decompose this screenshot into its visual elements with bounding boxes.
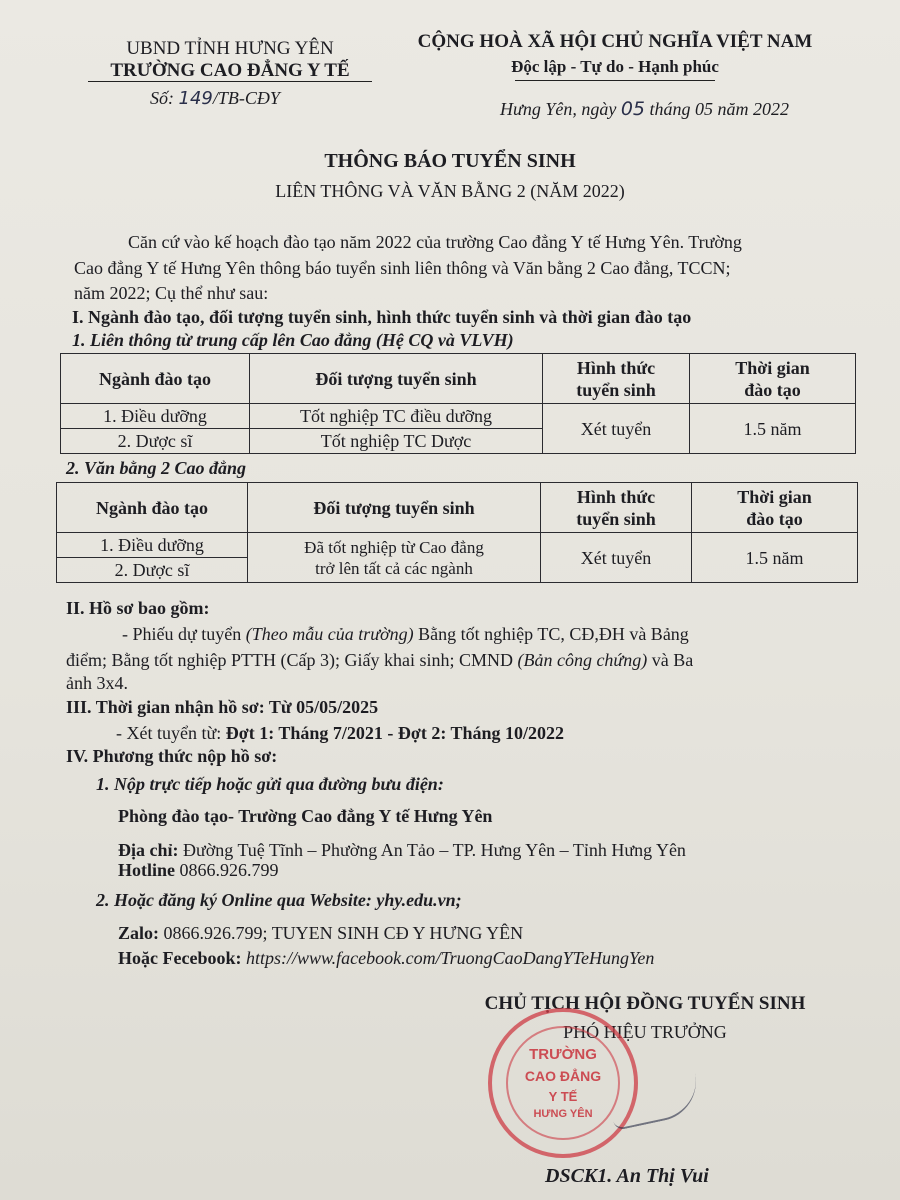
th-thoi-gian-2: đào tạo	[744, 379, 801, 400]
notice-title: THÔNG BÁO TUYỂN SINH	[324, 150, 576, 172]
th-hinh-thuc	[541, 483, 692, 533]
ho-so-bang-tn: Bằng tốt nghiệp TC, CĐ,ĐH và Bảng	[413, 624, 689, 644]
stamp-line-3: Y TẾ	[548, 1089, 578, 1104]
section-2-line-1	[122, 624, 689, 645]
facebook-line	[118, 948, 654, 969]
stamp-line-2: CAO ĐẲNG	[524, 1068, 602, 1084]
date-prefix: Hưng Yên, ngày	[500, 99, 617, 119]
section-1-sub-1: 1. Liên thông từ trung cấp lên Cao đẳng (Hệ CQ và VLVH)	[72, 330, 514, 350]
facebook-url[interactable]: https://www.facebook.com/TruongCaoDangYTeHungYen	[241, 948, 655, 968]
facebook-label: Hoặc Fecebook:	[118, 948, 242, 968]
th-hinh-thuc	[543, 354, 690, 404]
th-thoi-gian-2: đào tạo	[746, 508, 803, 529]
signer-role-2: PHÓ HIỆU TRƯỞNG	[563, 1022, 727, 1042]
cell-hinh-thuc: Xét tuyển	[543, 404, 690, 454]
zalo-line	[118, 923, 523, 944]
cell-nganh-1: 1. Điều dưỡng	[61, 404, 250, 429]
hotline-label: Hotline	[118, 860, 175, 880]
intro-line-3: năm 2022; Cụ thể như sau:	[74, 283, 269, 303]
doc-number-suffix: /TB-CĐY	[212, 88, 280, 108]
date-line	[500, 98, 789, 120]
notice-subtitle: LIÊN THÔNG VÀ VĂN BẰNG 2 (NĂM 2022)	[275, 181, 625, 201]
cell-doi-tuong-2: Tốt nghiệp TC Dược	[250, 429, 543, 454]
date-day: 05	[620, 98, 645, 120]
hotline-line	[118, 860, 279, 881]
cell-nganh-1: 1. Điều dưỡng	[57, 533, 248, 558]
th-hinh-thuc-1: Hình thức	[576, 486, 656, 507]
section-2-heading: II. Hồ sơ bao gồm:	[66, 598, 210, 618]
cell-thoi-gian: 1.5 năm	[690, 404, 856, 454]
org-underline	[88, 81, 372, 82]
section-1-sub-2: 2. Văn bằng 2 Cao đẳng	[66, 458, 247, 478]
cell-thoi-gian: 1.5 năm	[692, 533, 858, 583]
section-3-heading: III. Thời gian nhận hồ sơ: Từ 05/05/2025	[66, 697, 379, 717]
red-stamp-seal	[488, 1008, 638, 1158]
section-2-line-2	[66, 650, 693, 671]
office-name: Phòng đào tạo- Trường Cao đẳng Y tế Hưng Yên	[118, 806, 493, 826]
section-4-sub-2: 2. Hoặc đăng ký Online qua Website: yhy.edu.vn;	[96, 890, 462, 910]
xet-tuyen-label: - Xét tuyển từ:	[116, 723, 226, 743]
th-thoi-gian	[690, 354, 856, 404]
address-label: Địa chỉ:	[118, 840, 179, 860]
date-rest: tháng 05 năm 2022	[649, 99, 789, 119]
cell-nganh-2: 2. Dược sĩ	[61, 429, 250, 454]
cell-doi-tuong-1: Đã tốt nghiệp từ Cao đẳng	[304, 537, 484, 557]
cell-nganh-2: 2. Dược sĩ	[57, 558, 248, 583]
th-nganh: Ngành đào tạo	[61, 354, 250, 404]
doc-number	[150, 88, 280, 109]
motto-underline	[515, 80, 715, 81]
ho-so-phieu: - Phiếu dự tuyển	[122, 624, 242, 644]
signer-name: DSCK1. An Thị Vui	[545, 1165, 709, 1187]
th-thoi-gian	[692, 483, 858, 533]
section-1-heading: I. Ngành đào tạo, đối tượng tuyển sinh, hình thức tuyển sinh và thời gian đào tạo	[72, 307, 692, 327]
intro-line-2: Cao đẳng Y tế Hưng Yên thông báo tuyển sinh liên thông và Văn bằng 2 Cao đẳng, TCCN;	[74, 258, 731, 278]
th-doi-tuong: Đối tượng tuyển sinh	[248, 483, 541, 533]
th-hinh-thuc-2: tuyển sinh	[576, 379, 656, 400]
ho-so-ba: và Ba	[647, 650, 694, 670]
doc-number-hand: 149	[178, 88, 213, 109]
cell-doi-tuong-1: Tốt nghiệp TC điều dưỡng	[250, 404, 543, 429]
cell-doi-tuong-2: trở lên tất cả các ngành	[315, 558, 473, 578]
section-2-line-3: ảnh 3x4.	[66, 673, 128, 693]
cell-doi-tuong	[248, 533, 541, 583]
address-line	[118, 840, 686, 861]
xet-tuyen-dot: Đợt 1: Tháng 7/2021 - Đợt 2: Tháng 10/2022	[225, 723, 565, 743]
address-value: Đường Tuệ Tĩnh – Phường An Tảo – TP. Hưng Yên – Tỉnh Hưng Yên	[178, 840, 686, 860]
cell-hinh-thuc: Xét tuyển	[541, 533, 692, 583]
ho-so-diem: điểm; Bằng tốt nghiệp PTTH (Cấp 3); Giấy khai sinh; CMND	[66, 650, 513, 670]
nation-title: CỘNG HOÀ XÃ HỘI CHỦ NGHĨA VIỆT NAM	[417, 31, 813, 52]
zalo-label: Zalo:	[118, 923, 160, 943]
doc-number-prefix: Số:	[150, 88, 174, 108]
signer-role-1: CHỦ TỊCH HỘI ĐỒNG TUYỂN SINH	[484, 993, 806, 1014]
th-thoi-gian-1: Thời gian	[735, 357, 810, 378]
section-4-sub-1: 1. Nộp trực tiếp hoặc gửi qua đường bưu điện:	[96, 774, 444, 794]
th-hinh-thuc-2: tuyển sinh	[576, 508, 656, 529]
th-thoi-gian-1: Thời gian	[737, 486, 812, 507]
org-line-2: TRƯỜNG CAO ĐẲNG Y TẾ	[110, 60, 350, 81]
ho-so-theo-mau: (Theo mẫu của trường)	[245, 624, 414, 644]
table-van-bang-2	[56, 482, 858, 583]
stamp-line-4: HƯNG YÊN	[533, 1108, 593, 1120]
intro-line-1: Căn cứ vào kế hoạch đào tạo năm 2022 của trường Cao đẳng Y tế Hưng Yên. Trường	[128, 232, 742, 252]
zalo-value: 0866.926.799; TUYEN SINH CĐ Y HƯNG YÊN	[159, 923, 524, 943]
th-doi-tuong: Đối tượng tuyển sinh	[250, 354, 543, 404]
th-nganh: Ngành đào tạo	[57, 483, 248, 533]
section-3-line	[116, 723, 564, 744]
ho-so-cong-chung: (Bản công chứng)	[517, 650, 648, 670]
th-hinh-thuc-1: Hình thức	[576, 357, 656, 378]
org-line-1: UBND TỈNH HƯNG YÊN	[126, 38, 334, 59]
section-4-heading: IV. Phương thức nộp hồ sơ:	[66, 746, 278, 766]
table-lien-thong	[60, 353, 856, 454]
stamp-line-1: TRƯỜNG	[529, 1046, 597, 1063]
motto: Độc lập - Tự do - Hạnh phúc	[511, 57, 719, 76]
hotline-value: 0866.926.799	[175, 860, 279, 880]
